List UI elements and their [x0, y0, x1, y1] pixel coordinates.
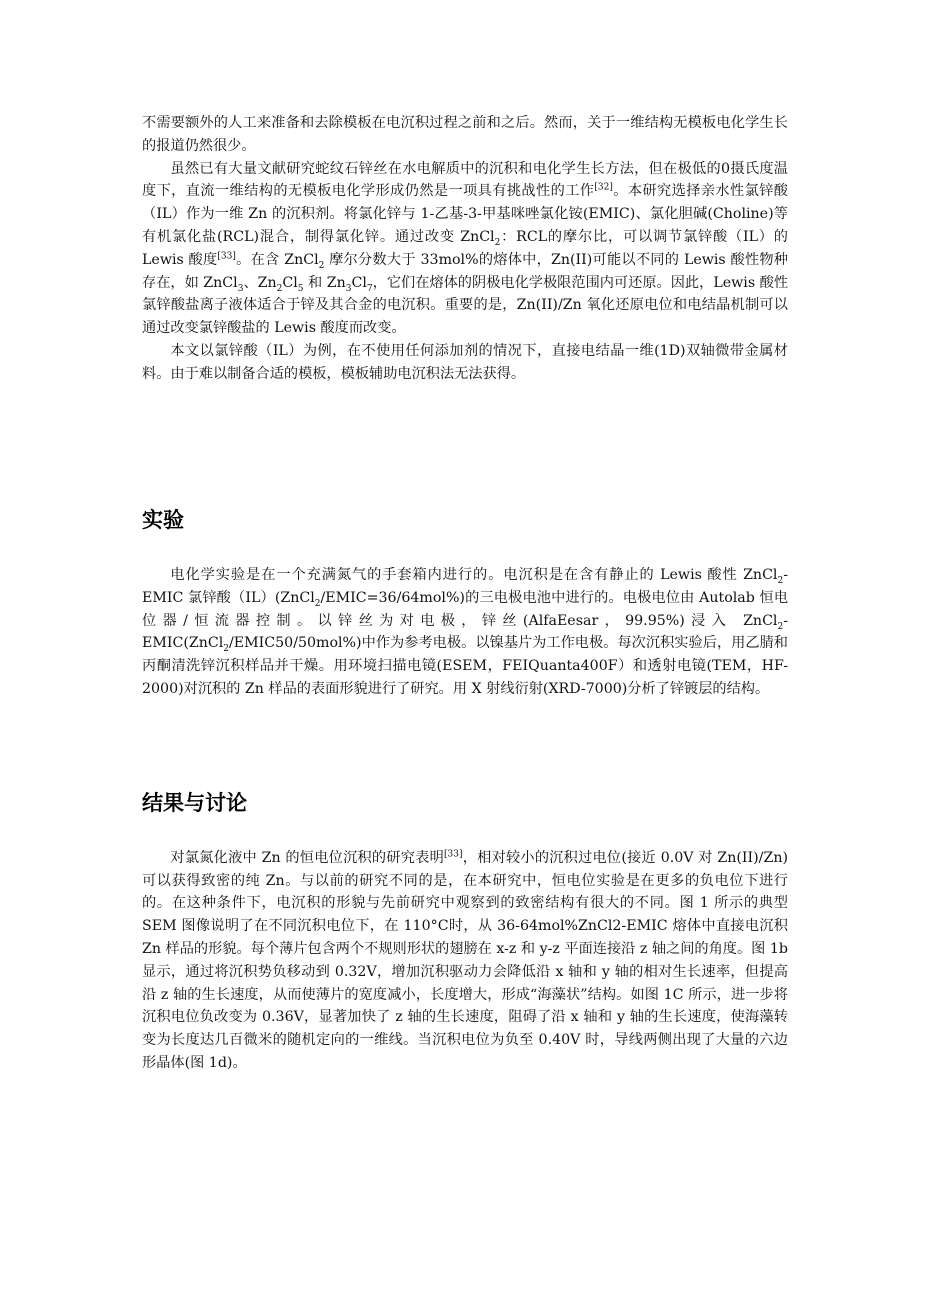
text-run: ，相对较小的沉积过电位(接近 0.0V 对 Zn(II)/Zn)可以获得致密的纯 Zn。与以前的研究不同的是，在本研究中，恒电位实验是在更多的负电位下进行的。在这种条件下，电沉积的形貌与先前研究中观察到的致密结构有很大的不同。图 1 所示的典型 SEM 图像说明了在不同沉积电位下，在 110°C时，从 36-64mol%ZnCl2-EMIC 熔体中直接电沉积 Zn 样品的形貌。每个薄片包含两个不规则形状的翅膀在 x-z 和 y-z 平面连接沿 z 轴之间的角度。图 1b 显示，通过将沉积势负移动到 0.32V，增加沉积驱动力会降低沿 x 轴和 y 轴的相对生长速率，但提高沿 z 轴的生长速度，从而使薄片的宽度减小，长度增大，形成“海藻状”结构。如图 1C 所示，进一步将沉积电位负改变为 0.36V，显著加快了 z 轴的生长速度，阻碍了沿 x 轴和 y 轴的生长速度，使海藻转变为长度达几百微米的随机定向的一维线。当沉积电位为负至 0.40V 时，导线两侧出现了大量的六边形晶体(图 1d)。: [142, 849, 788, 1071]
text-run: 虽然已有大量文献研究蛇纹石锌丝在水电解质中的沉积和电化学生长方法，但在极低的0摄氏度温度下，直流一维结构的无模板电化学形成仍然是一项具有挑战性的工作: [142, 160, 788, 200]
text-run: 、Zn: [243, 274, 277, 291]
intro-paragraph-1-text: 不需要额外的人工来准备和去除模板在电沉积过程之前和之后。然而，关于一维结构无模板电化学生长的报道仍然很少。: [142, 115, 788, 154]
citation-ref: [33]: [444, 849, 463, 860]
text-run: Cl: [351, 274, 367, 291]
text-run: -EMIC 氯锌酸（IL）(ZnCl: [142, 567, 788, 606]
document-page: [142, 112, 788, 1075]
intro-section: [142, 112, 788, 428]
subscript: 3: [345, 283, 352, 294]
subscript: 2: [777, 575, 784, 586]
text-run: Cl: [282, 274, 298, 291]
text-run: 摩尔分数大于 33mol%的熔体中，Zn(II)可能以不同的 Lewis 酸性物种存在，如 ZnCl: [142, 251, 788, 291]
results-paragraph: [142, 847, 788, 1075]
subscript: 2: [318, 260, 325, 271]
experiment-section: [142, 564, 788, 701]
subscript: 2: [494, 237, 501, 248]
intro-paragraph-1: [142, 112, 788, 158]
subscript: 7: [366, 283, 373, 294]
citation-ref: [32]: [594, 182, 613, 193]
experiment-heading: 实验: [142, 508, 184, 532]
subscript: 3: [237, 283, 244, 294]
text-run: /EMIC50/50mol%)中作为参考电极。以镍基片为工作电极。每次沉积实验后，用乙腈和丙酮清洗锌沉积样品并干燥。用环境扫描电镜(ESEM，FEIQuanta400F）和透射电镜(TEM，HF-2000)对沉积的 Zn 样品的表面形貌进行了研究。用 X 射线衍射(XRD-7000)分析了锌镀层的结构。: [142, 635, 788, 697]
subscript: 5: [297, 283, 304, 294]
text-run: 和 Zn: [303, 274, 346, 291]
text-run: 对氯氮化液中 Zn 的恒电位沉积的研究表明: [170, 849, 445, 866]
subscript: 2: [223, 644, 230, 655]
intro-paragraph-2: [142, 158, 788, 340]
intro-paragraph-3-text: 本文以氯锌酸（IL）为例，在不使用任何添加剂的情况下，直接电结晶一维(1D)双轴微带金属材料。由于难以制备合适的模板，模板辅助电沉积法无法获得。: [142, 342, 788, 382]
text-run: /EMIC=36/64mol%)的三电极电池中进行的。电极电位由 Autolab 恒电位器/恒流器控制。以锌丝为对电极，锌丝(AlfaEesar，99.95%)浸入 ZnCl: [142, 589, 789, 629]
intro-paragraph-3: [142, 340, 788, 386]
results-heading: 结果与讨论: [142, 790, 247, 815]
text-run: 电化学实验是在一个充满氮气的手套箱内进行的。电沉积是在含有静止的 Lewis 酸性 ZnCl: [170, 567, 778, 583]
text-run: -EMIC(ZnCl: [142, 612, 788, 652]
experiment-paragraph: [142, 564, 788, 701]
text-run: ：RCL的摩尔比，可以调节氯锌酸（IL）的 Lewis 酸度: [142, 228, 788, 268]
subscript: 2: [276, 283, 283, 294]
subscript: 2: [777, 621, 784, 632]
text-run: 。本研究选择亲水性氯锌酸（IL）作为一维 Zn 的沉积剂。将氯化锌与 1-乙基-3-甲基咪唑氯化铵(EMIC)、氯化胆碱(Choline)等有机氯化盐(RCL)混合，制得氯化锌。通过改变 ZnCl: [142, 183, 788, 245]
subscript: 2: [314, 598, 321, 609]
results-section: [142, 847, 788, 1075]
citation-ref: [33]: [217, 251, 236, 262]
text-run: 。在含 ZnCl: [235, 251, 319, 268]
text-run: ，它们在熔体的阴极电化学极限范围内可还原。因此，Lewis 酸性氯锌酸盐离子液体适合于锌及其合金的电沉积。重要的是，Zn(II)/Zn 氧化还原电位和电结晶机制可以通过改变氯锌酸盐的 Lewis 酸度而改变。: [142, 274, 789, 337]
